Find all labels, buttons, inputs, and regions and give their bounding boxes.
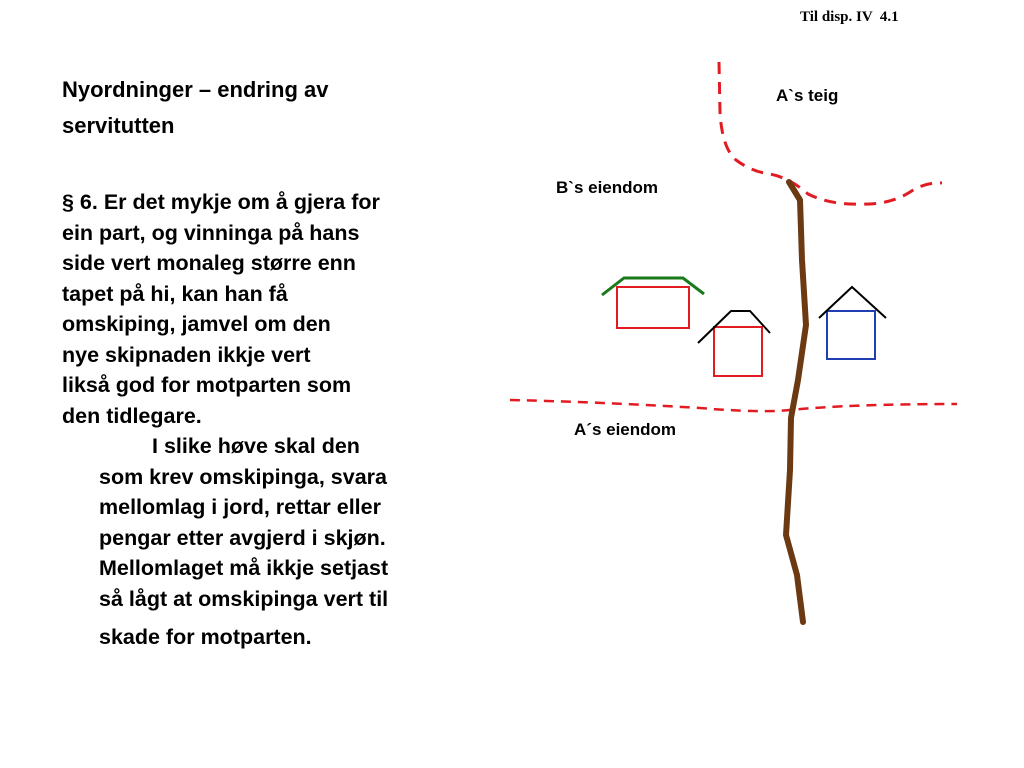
- paragraph-line: ein part, og vinninga på hans: [62, 220, 360, 245]
- title-line-1: Nyordninger – endring av: [62, 77, 329, 102]
- paragraph-line: pengar etter avgjerd i skjøn.: [99, 525, 386, 550]
- paragraph-line: som krev omskipinga, svara: [99, 464, 388, 489]
- paragraph-line: § 6. Er det mykje om å gjera for: [62, 190, 380, 214]
- paragraph-line: I slike høve skal den: [152, 434, 360, 458]
- house-body: [617, 287, 689, 328]
- teig-boundary-line: [719, 62, 942, 204]
- road-line: [786, 182, 806, 622]
- house-red-green-roof: [602, 278, 704, 328]
- paragraph-line: likså god for motparten som: [62, 373, 352, 397]
- property-boundary-line: [510, 400, 957, 411]
- label-a-teig: A`s teig: [776, 86, 839, 105]
- paragraph-line: side vert monaleg større enn: [62, 251, 356, 275]
- paragraph-line: mellomlag i jord, rettar eller: [99, 495, 381, 519]
- house-body: [714, 327, 762, 376]
- paragraph-line: så lågt at omskipinga vert til: [99, 586, 389, 611]
- paragraph-line: omskiping, jamvel om den: [62, 312, 331, 336]
- house-red-black-roof: [698, 311, 770, 376]
- label-a-eiendom: A´s eiendom: [574, 420, 677, 439]
- paragraph-line: nye skipnaden ikkje vert: [62, 342, 311, 367]
- label-b-eiendom: B`s eiendom: [556, 178, 659, 197]
- paragraph-line: skade for motparten.: [99, 625, 312, 649]
- title-line-2: servitutten: [62, 113, 175, 138]
- paragraph-line: tapet på hi, kan han få: [62, 281, 288, 306]
- slide-reference: Til disp. IV 4.1: [800, 9, 899, 25]
- house-body: [827, 311, 875, 359]
- paragraph-line: den tidlegare.: [62, 403, 202, 428]
- house-blue-black-roof: [819, 287, 886, 359]
- paragraph-line: Mellomlaget må ikkje setjast: [99, 556, 389, 580]
